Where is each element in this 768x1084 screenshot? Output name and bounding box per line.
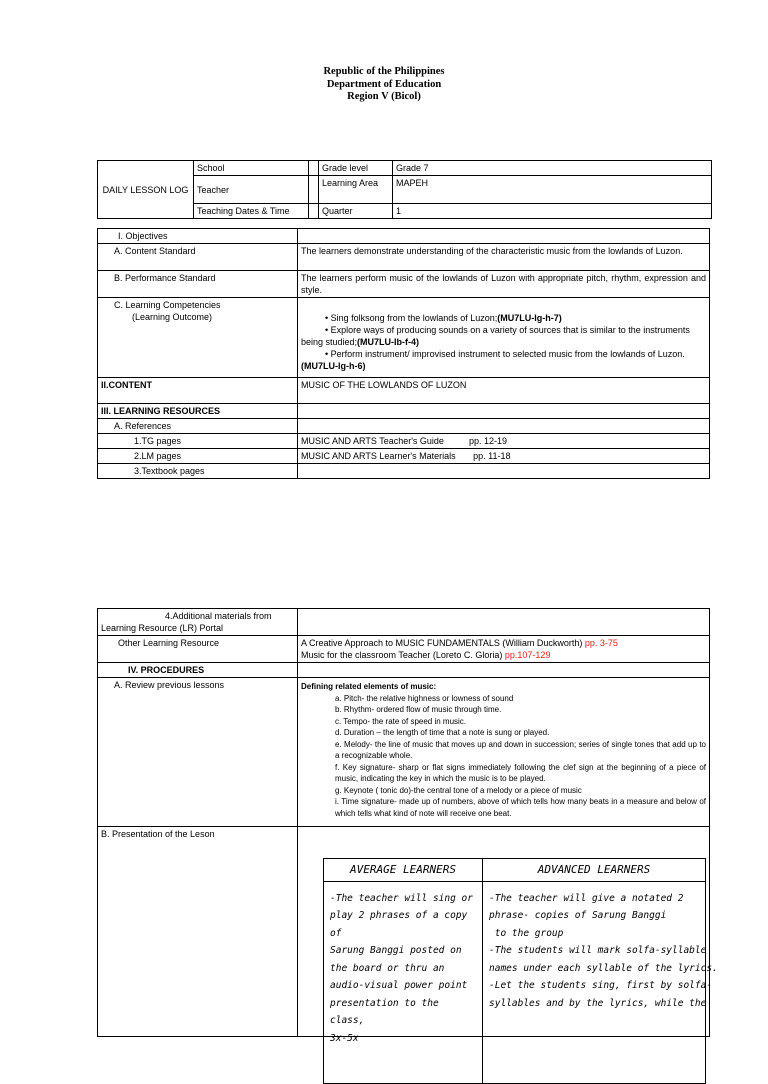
advanced-line: -The teacher will give a notated 2 <box>489 892 684 904</box>
other-resource-label: Other Learning Resource <box>98 636 298 663</box>
header-region: Region V (Bicol) <box>347 91 421 102</box>
grade-level-value: Grade 7 <box>393 161 712 176</box>
advanced-line: -The students will mark solfa-syllable <box>489 945 707 956</box>
average-line: play 2 phrases of a copy of <box>330 910 468 939</box>
advanced-line: to the group <box>489 927 564 939</box>
procedures-value <box>298 663 710 678</box>
other-resource-1-text: A Creative Approach to MUSIC FUNDAMENTALS (William Duckworth) <box>301 638 585 648</box>
learning-area-value: MAPEH <box>393 176 712 204</box>
content-standard-label: A. Content Standard <box>98 244 298 271</box>
review-item-melody: e. Melody- the line of music that moves up and down in succession; series of single tones that add up to a recognizable whole. <box>335 739 706 760</box>
teacher-label: Teacher <box>194 176 309 204</box>
competency-2-text: • Explore ways of producing sounds on a variety of sources that is similar to the instruments being studied; <box>301 325 690 347</box>
average-line: 3x-5x <box>330 1032 359 1044</box>
learning-competencies-label: C. Learning Competencies <box>114 300 221 310</box>
learning-resources-value <box>298 404 710 419</box>
advanced-line: names under each syllable of the lyrics. <box>489 962 718 974</box>
tg-pages-value: MUSIC AND ARTS Teacher's Guide pp. 12-19 <box>298 434 710 449</box>
average-line: Sarung Banggi posted on <box>330 945 462 956</box>
other-resource-2-text: Music for the classroom Teacher (Loreto C. Gloria) <box>301 650 505 660</box>
average-line: audio-visual power point <box>330 980 468 991</box>
review-item-rhythm: b. Rhythm- ordered flow of music through time. <box>335 705 502 714</box>
other-resource-2-pages: pp.107-129 <box>504 650 551 660</box>
references-value <box>298 419 710 434</box>
grade-level-label: Grade level <box>319 161 393 176</box>
competency-1 <box>301 312 706 324</box>
learning-outcome-label: (Learning Outcome) <box>132 312 213 322</box>
other-resource-list <box>298 636 710 663</box>
school-value[interactable] <box>309 161 319 176</box>
school-label: School <box>194 161 309 176</box>
textbook-pages-value <box>298 464 710 479</box>
learning-competencies-cell <box>98 298 298 378</box>
competency-2-code: (MU7LU-Ib-f-4) <box>357 337 420 347</box>
quarter-value: 1 <box>393 204 712 219</box>
review-lessons-label: A. Review previous lessons <box>98 678 298 827</box>
competency-1-text: • Sing folksong from the lowlands of Luzon; <box>325 313 498 323</box>
objectives-heading: I. Objectives <box>98 229 298 244</box>
teaching-dates-value[interactable] <box>309 204 319 219</box>
lm-pages-value: MUSIC AND ARTS Learner's Materials pp. 11-18 <box>298 449 710 464</box>
learning-resources-label: III. LEARNING RESOURCES <box>98 404 298 419</box>
review-item-keynote: g. Keynote ( tonic do)-the central tone of a melody or a piece of music <box>335 785 582 795</box>
review-lessons-content <box>298 678 710 827</box>
procedures-label: IV. PROCEDURES <box>98 663 298 678</box>
header-department: Department of Education <box>326 78 442 90</box>
content-standard-text: The learners demonstrate understanding of the characteristic music from the lowlands of Luzon. <box>298 244 710 271</box>
advanced-learners-content <box>483 881 718 1083</box>
objectives-value <box>298 229 710 244</box>
competency-3-code: (MU7LU-Ig-h-6) <box>301 361 366 371</box>
teaching-dates-label: Teaching Dates & Time <box>194 204 309 219</box>
review-item-time-signature: i. Time signature- made up of numbers, above of which tells how many beats in a measure and below of which tells what kind of note will receive one beat. <box>335 797 706 818</box>
competency-3 <box>301 348 706 372</box>
performance-standard-text: The learners perform music of the lowlands of Luzon with appropriate pitch, rhythm, expression and style. <box>298 271 710 298</box>
header-republic: Republic of the Philippines <box>323 66 445 77</box>
content-label: II.CONTENT <box>98 378 298 404</box>
competency-1-code: (MU7LU-Ig-h-7) <box>497 313 562 323</box>
advanced-line: -Let the students sing, first by solfa- <box>489 980 713 991</box>
lesson-info-table <box>97 160 712 219</box>
other-resource-1-pages: pp. 3-75 <box>584 638 618 648</box>
average-learners-header: AVERAGE LEARNERS <box>324 859 483 882</box>
competency-3-text: • Perform instrument/ improvised instrument to selected music from the lowlands of Luzon. <box>325 349 685 359</box>
review-item-duration: d. Duration – the length of time that a note is sung or played. <box>335 728 550 737</box>
additional-materials-value <box>298 609 710 636</box>
average-line: presentation to the class, <box>330 997 439 1026</box>
competency-2 <box>301 324 706 348</box>
document-header <box>0 66 768 104</box>
average-line: the board or thru an <box>330 962 445 974</box>
performance-standard-label: B. Performance Standard <box>98 271 298 298</box>
other-resource-1 <box>301 637 706 649</box>
quarter-label: Quarter <box>319 204 393 219</box>
average-line: -The teacher will sing or <box>330 892 473 904</box>
advanced-line: phrase- copies of Sarung Banggi <box>489 910 667 921</box>
review-item-pitch: a. Pitch- the relative highness or lowness of sound <box>335 693 514 703</box>
other-resource-2 <box>301 649 706 661</box>
presentation-label: B. Presentation of the Leson <box>98 827 298 1037</box>
average-learners-content <box>324 881 483 1083</box>
advanced-line: syllables and by the lyrics, while the <box>489 997 707 1009</box>
references-label: A. References <box>98 419 298 434</box>
learners-table <box>323 858 718 1084</box>
review-heading: Defining related elements of music: <box>301 682 437 691</box>
additional-materials-label: 4.Additional materials from Learning Resource (LR) Portal <box>98 609 298 636</box>
review-item-tempo: c. Tempo- the rate of speed in music. <box>335 716 467 726</box>
lm-pages-label: 2.LM pages <box>98 449 298 464</box>
tg-pages-label: 1.TG pages <box>98 434 298 449</box>
content-value: MUSIC OF THE LOWLANDS OF LUZON <box>298 378 710 404</box>
lesson-plan-table <box>97 228 710 479</box>
advanced-learners-header: ADVANCED LEARNERS <box>483 859 706 882</box>
learning-area-label: Learning Area <box>319 176 393 204</box>
review-item-key-signature: f. Key signature- sharp or flat signs immediately following the clef sign at the beginning of a piece of music, indicating the key in which the music is to be played. <box>335 762 706 783</box>
daily-lesson-log-title: DAILY LESSON LOG <box>98 161 194 219</box>
learning-competencies-list <box>298 298 710 378</box>
textbook-pages-label: 3.Textbook pages <box>98 464 298 479</box>
teacher-value[interactable] <box>309 176 319 204</box>
